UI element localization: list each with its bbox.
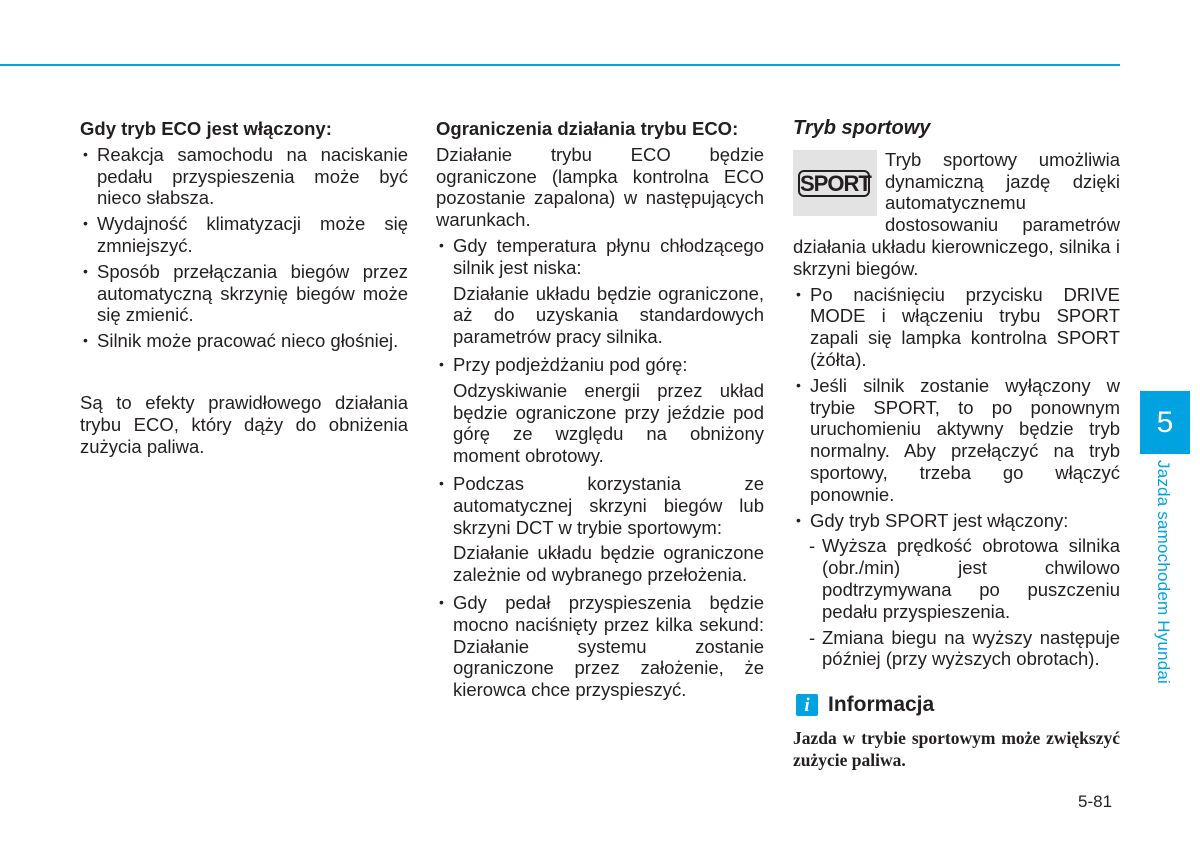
list-item-text: • Przy podjeżdżaniu pod górę: xyxy=(453,353,688,375)
column-sport-mode xyxy=(793,118,1120,771)
sport-on-dash-list xyxy=(793,535,1120,670)
column-eco-limits xyxy=(436,118,764,705)
list-item: • Jeśli silnik zostanie wyłączony w trybie SPORT, to po ponownym uruchomieniu aktywny będzie tryb normalny. Aby przełączyć na tryb sportowy, trzeba go włączyć ponownie. xyxy=(793,375,1120,506)
list-item-detail: Działanie układu będzie ograniczone, aż do uzyskania standardowych parametrów pracy silnika. xyxy=(453,282,764,348)
list-item xyxy=(436,354,764,376)
top-rule xyxy=(0,64,1120,66)
sport-intro-text: Tryb sportowy umożliwia dynamiczną jazdę dzięki automatycznemu dostosowaniu parametrów działania układu kierowniczego, silnika i skrzyni biegów. xyxy=(793,148,1120,279)
list-item: • Sposób przełączania biegów przez automatyczną skrzynię biegów może się zmienić. xyxy=(80,261,408,326)
list-item: • Gdy tryb SPORT jest włączony: xyxy=(793,510,1120,532)
list-item xyxy=(436,592,764,701)
info-text: Jazda w trybie sportowym może zwiększyć zużycie paliwa. xyxy=(793,728,1120,770)
page-number: 5-81 xyxy=(1078,792,1113,811)
eco-on-heading: Gdy tryb ECO jest włączony: xyxy=(80,118,332,139)
eco-summary-paragraph: Są to efekty prawidłowego działania trybu ECO, który dąży do obniżenia zużycia paliwa. xyxy=(80,391,408,457)
info-label: Informacja xyxy=(828,693,935,717)
dash-item: - Wyższa prędkość obrotowa silnika (obr./min) jest chwilowo podtrzymywana po puszczeniu pedału przyspieszenia. xyxy=(793,535,1120,622)
eco-limits-heading: Ograniczenia działania trybu ECO: xyxy=(436,118,739,139)
list-item: • Reakcja samochodu na naciskanie pedału przyspieszenia może być nieco słabsza. xyxy=(80,144,408,209)
info-icon: i xyxy=(796,694,818,716)
eco-limits-intro: Działanie trybu ECO będzie ograniczone (lampka kontrolna ECO pozostanie zapalona) w następujących warunkach. xyxy=(436,143,764,231)
list-item: • Wydajność klimatyzacji może się zmniejszyć. xyxy=(80,213,408,257)
sport-intro-block xyxy=(793,149,1120,280)
list-item-text: • Podczas korzystania ze automatycznej skrzyni biegów lub skrzyni DCT w trybie sportowym: xyxy=(453,472,764,538)
list-item-text: • Gdy temperatura płynu chłodzącego silnik jest niska: xyxy=(453,234,764,278)
list-item xyxy=(436,235,764,279)
eco-limits-list xyxy=(436,235,764,701)
eco-on-list xyxy=(80,144,408,352)
sport-list xyxy=(793,284,1120,532)
list-item-detail: Odzyskiwanie energii przez układ będzie ograniczone przy jeździe pod górę ze względu na obniżony moment obrotowy. xyxy=(453,379,764,467)
info-header xyxy=(793,692,1120,718)
sport-indicator-image xyxy=(793,150,877,216)
chapter-tab: 5 xyxy=(1140,391,1190,454)
list-item-text: • Gdy pedał przyspieszenia będzie mocno naciśnięty przez kilka sekund: Działanie systemu zostanie ograniczone przez założenie, że kierowca chce przyspieszyć. xyxy=(453,591,764,701)
dash-item: - Zmiana biegu na wyższy następuje później (przy wyższych obrotach). xyxy=(793,627,1120,671)
column-eco-effects xyxy=(80,118,408,457)
sport-section-title: Tryb sportowy xyxy=(793,117,931,139)
sport-badge-icon: SPORT xyxy=(800,170,871,196)
list-item: • Po naciśnięciu przycisku DRIVE MODE i włączeniu trybu SPORT zapali się lampka kontrolna SPORT (żółta). xyxy=(793,284,1120,371)
list-item: • Silnik może pracować nieco głośniej. xyxy=(80,330,408,352)
chapter-side-label: Jazda samochodem Hyundai xyxy=(1154,460,1173,685)
list-item-detail: Działanie układu będzie ograniczone zależnie od wybranego przełożenia. xyxy=(453,542,764,586)
list-item xyxy=(436,473,764,538)
